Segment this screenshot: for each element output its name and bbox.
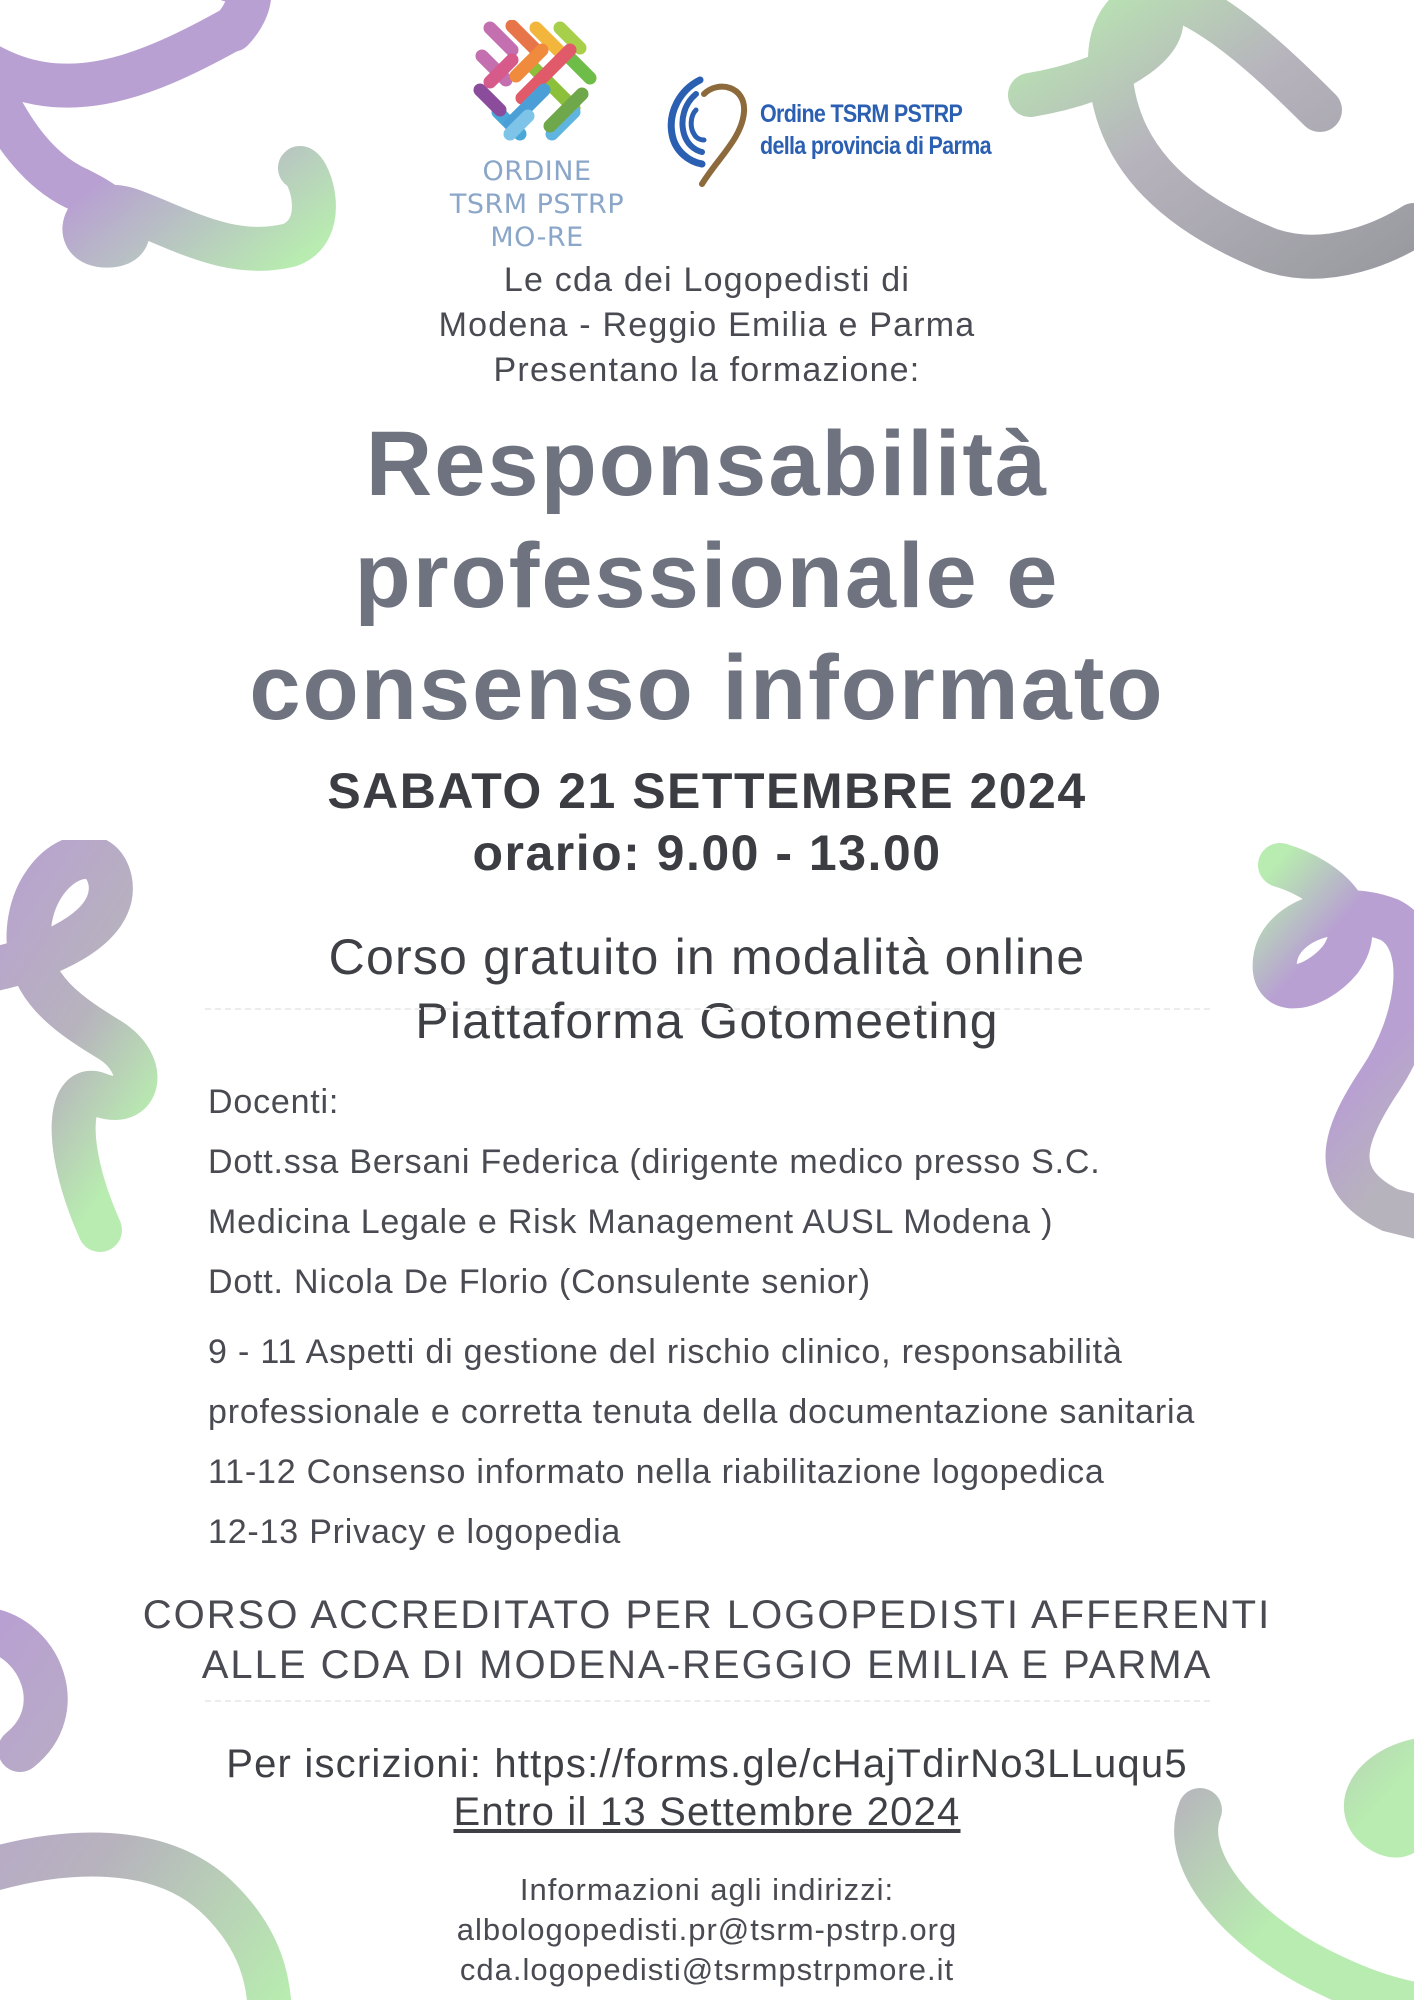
accreditation-line: ALLE CDA DI MODENA-REGGIO EMILIA E PARMA (201, 1643, 1213, 1687)
course-info (0, 925, 1414, 1053)
program-section (208, 1322, 1328, 1562)
ordine-more-mark-icon (472, 20, 602, 145)
ordine-more-line: MO-RE (490, 222, 584, 253)
title-line: professionale e (354, 525, 1060, 627)
registration-section (0, 1740, 1414, 1836)
accreditation-note (0, 1590, 1414, 1690)
intro-line: Modena - Reggio Emilia e Parma (438, 306, 976, 344)
registration-link[interactable]: Per iscrizioni: https://forms.gle/cHajTdirNo3LLuqu5 (226, 1742, 1188, 1786)
program-line: professionale e corretta tenuta della documentazione sanitaria (208, 1393, 1196, 1431)
docenti-section (208, 1072, 1328, 1312)
program-line: 12-13 Privacy e logopedia (208, 1513, 622, 1551)
intro-line: Presentano la formazione: (493, 351, 921, 389)
title-line: consenso informato (249, 637, 1165, 739)
ordine-more-text (442, 155, 632, 254)
divider (205, 1008, 1210, 1010)
event-date (0, 760, 1414, 884)
course-line: Corso gratuito in modalità online (328, 929, 1086, 985)
intro-text (0, 258, 1414, 393)
event-time: orario: 9.00 - 13.00 (472, 825, 942, 881)
ribbon-top-right (1000, 0, 1414, 300)
docenti-line: Medicina Legale e Risk Management AUSL Modena ) (208, 1203, 1054, 1241)
intro-line: Le cda dei Logopedisti di (503, 261, 911, 299)
ordine-parma-mark-icon (660, 72, 760, 192)
contact-email[interactable]: cda.logopedisti@tsrmpstrpmore.it (459, 1952, 955, 1987)
contact-email[interactable]: albologopedisti.pr@tsrm-pstrp.org (456, 1912, 958, 1947)
title-line: Responsabilità (365, 413, 1049, 515)
docenti-heading: Docenti: (208, 1083, 340, 1121)
contact-info (0, 1870, 1414, 1990)
page-title (0, 408, 1414, 744)
divider (205, 1700, 1210, 1702)
ordine-more-line: ORDINE (482, 156, 592, 187)
docenti-line: Dott.ssa Bersani Federica (dirigente medico presso S.C. (208, 1143, 1101, 1181)
program-line: 9 - 11 Aspetti di gestione del rischio clinico, responsabilità (208, 1333, 1123, 1371)
ordine-parma-text (760, 98, 991, 162)
event-day: SABATO 21 SETTEMBRE 2024 (327, 763, 1087, 819)
accreditation-line: CORSO ACCREDITATO PER LOGOPEDISTI AFFERENTI (142, 1593, 1272, 1637)
registration-deadline: Entro il 13 Settembre 2024 (453, 1790, 961, 1834)
logo-ordine-parma (660, 72, 1020, 192)
ordine-parma-line: Ordine TSRM PSTRP (760, 100, 963, 128)
program-line: 11-12 Consenso informato nella riabilitazione logopedica (208, 1453, 1105, 1491)
docenti-line: Dott. Nicola De Florio (Consulente senior) (208, 1263, 871, 1301)
ordine-more-line: TSRM PSTRP (449, 189, 625, 220)
ordine-parma-line: della provincia di Parma (760, 132, 991, 160)
logo-ordine-more (442, 20, 632, 260)
course-line: Piattaforma Gotomeeting (415, 993, 999, 1049)
contact-heading: Informazioni agli indirizzi: (519, 1872, 895, 1907)
